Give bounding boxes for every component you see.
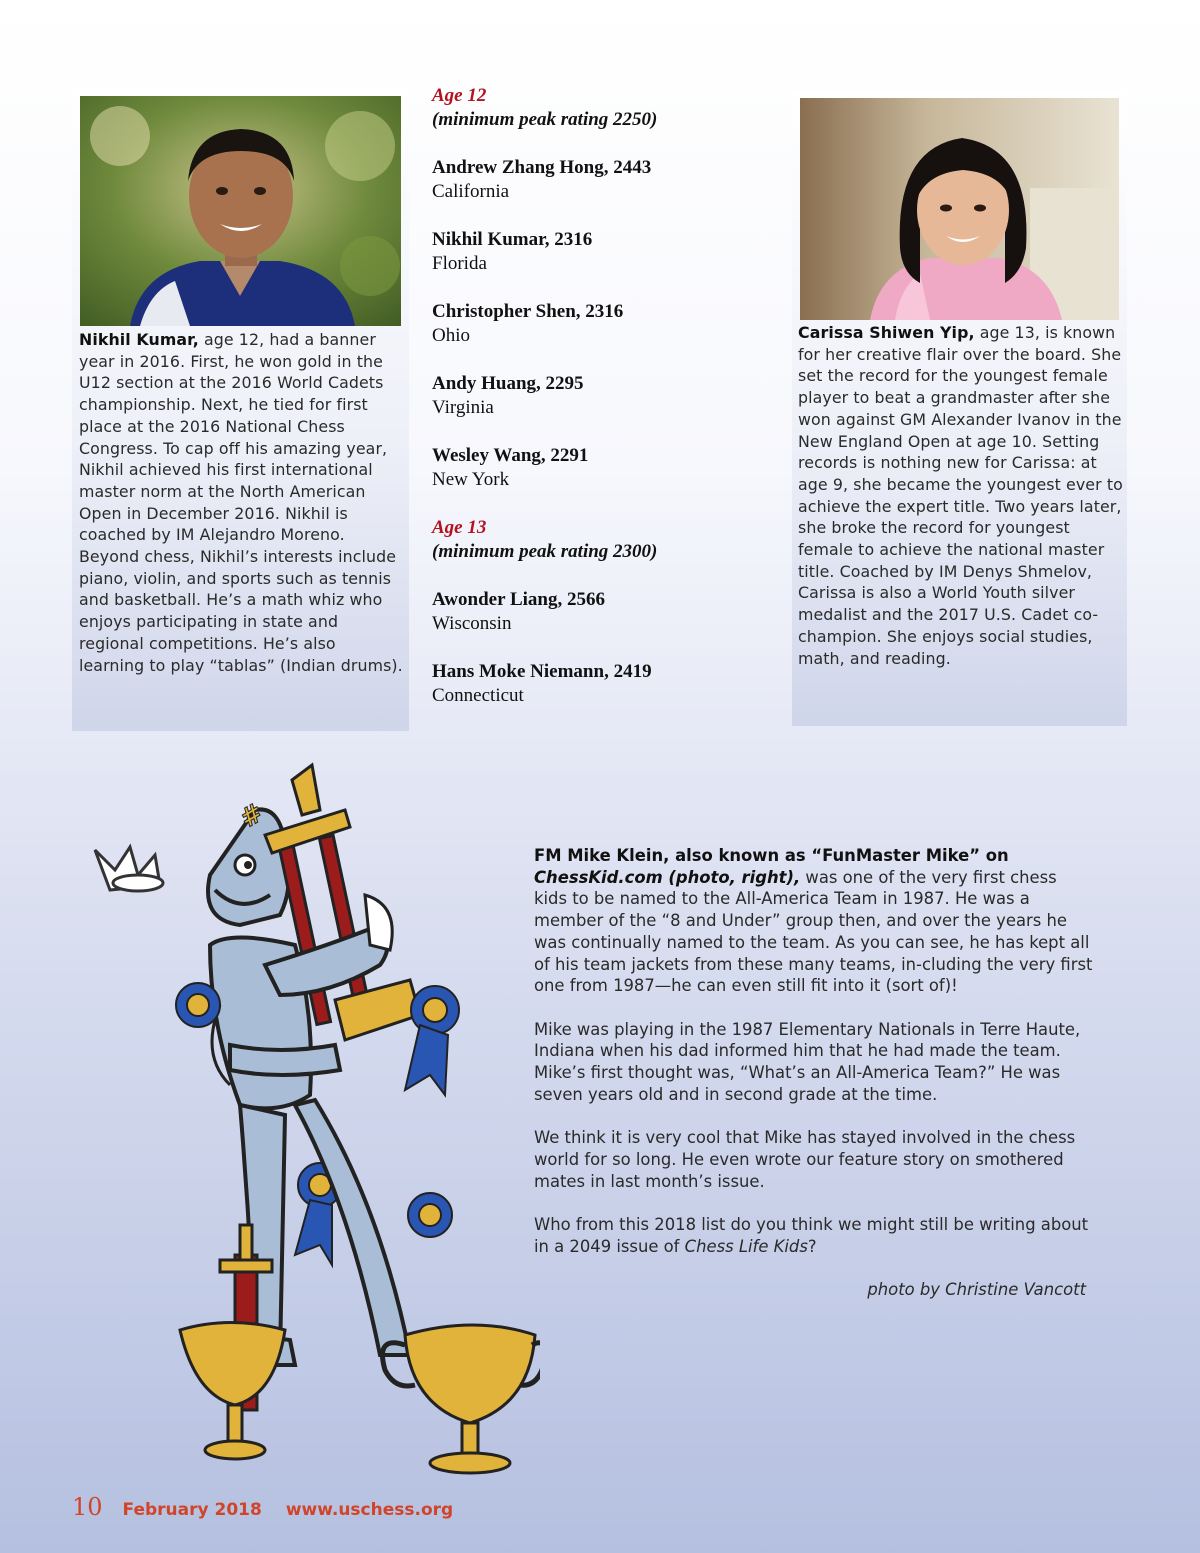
article-lead-italic: ChessKid.com (photo, right), [534,867,801,887]
list-item [432,588,772,636]
player-state: Virginia [432,397,494,418]
player-state: Florida [432,253,487,274]
svg-text:#: # [234,797,269,835]
player-state: Connecticut [432,685,524,706]
page-footer [72,1493,477,1521]
nikhil-name: Nikhil Kumar, [79,330,199,349]
article-body [534,845,1094,1301]
nikhil-bio-text: age 12, had a banner year in 2016. First, he won gold in the U12 section at the 2016 World Cadets championship. Next, he tied for first place at the 2016 National Chess Congress. To cap off his amazing year, Nikhil achieved his first international master norm at the North American Open in December 2016. Nikhil is coached by IM Alejandro Moreno. Beyond chess, Nikhil’s interests include piano, violin, and sports such as tennis and basketball. He’s a math whiz who enjoys participating in state and regional competitions. He’s also learning to play “tablas” (Indian drums). [79,330,403,675]
carissa-name: Carissa Shiwen Yip, [798,323,975,342]
player-state: New York [432,469,510,490]
player-list [432,84,772,732]
age-subheading: (minimum peak rating 2300) [432,541,658,562]
article-p4-end: ? [807,1236,817,1256]
article-p4-start: Who from this 2018 list do you think we might still be writing about in a 2049 issue of [534,1214,1089,1256]
player-name: Christopher Shen, 2316 [432,301,624,322]
article-p1-text: was one of the very first chess kids to be named to the All-America Team in 1987. He was a member of the “8 and Under” group then, and over the years he was continually named to the team. As you can see, he has kept all of his team jackets from these many teams, in-cluding the very first one from 1987—he can even still fit into it (sort of)! [534,867,1093,996]
player-state: Wisconsin [432,613,512,634]
carissa-bio-text: age 13, is known for her creative flair over the board. She set the record for the youngest female player to beat a grandmaster after she won against GM Alexander Ivanov in the New England Open at age 10. Setting records is nothing new for Carissa: at age 9, she became the youngest ever to achieve the expert title. Two years later, she broke the record for youngest female to achieve the national master title. Coached by IM Denys Shmelov, Carissa is also a World Youth silver medalist and the 2017 U.S. Cadet co-champion. She enjoys social studies, math, and reading. [798,323,1123,668]
magazine-title: Chess Life Kids [684,1236,808,1256]
player-name: Andy Huang, 2295 [432,373,584,394]
article-paragraph-1 [534,845,1094,997]
photo-credit: photo by Christine Vancott [867,1280,1086,1299]
age-subheading: (minimum peak rating 2250) [432,109,658,130]
age-heading: Age 12 [432,85,487,106]
player-state: Ohio [432,325,470,346]
profile-card-nikhil [72,88,409,731]
article-paragraph-4 [534,1214,1094,1257]
carissa-bio [798,322,1124,669]
age-group-13 [432,516,772,708]
player-name: Wesley Wang, 2291 [432,445,589,466]
player-name: Andrew Zhang Hong, 2443 [432,157,652,178]
nikhil-bio [79,329,404,676]
player-state: California [432,181,510,202]
list-item [432,372,772,420]
list-item [432,444,772,492]
carissa-photo [800,98,1119,320]
article-paragraph-3: We think it is very cool that Mike has stayed involved in the chess world for so long. He even wrote our feature story on smothered mates in last month’s issue. [534,1128,1076,1191]
list-item [432,156,772,204]
player-name: Hans Moke Niemann, 2419 [432,661,652,682]
age-heading: Age 13 [432,517,487,538]
article-lead: FM Mike Klein, also known as “FunMaster Mike” on [534,846,1009,865]
profile-card-carissa [792,90,1127,726]
article-paragraph-2: Mike was playing in the 1987 Elementary Nationals in Terre Haute, Indiana when his dad informed him that he had made the team. Mike’s first thought was, “What’s an All-America Team?” He was seven years old and in second grade at the time. [534,1019,1081,1104]
list-item [432,660,772,708]
website-link[interactable]: www.uschess.org [285,1500,454,1520]
nikhil-photo [80,96,401,326]
list-item [432,228,772,276]
cartoon-knight-illustration [80,755,540,1495]
player-name: Nikhil Kumar, 2316 [432,229,593,250]
issue-date: February 2018 [122,1500,262,1520]
player-name: Awonder Liang, 2566 [432,589,605,610]
list-item [432,300,772,348]
age-group-12 [432,84,772,492]
page-number: 10 [72,1493,103,1521]
